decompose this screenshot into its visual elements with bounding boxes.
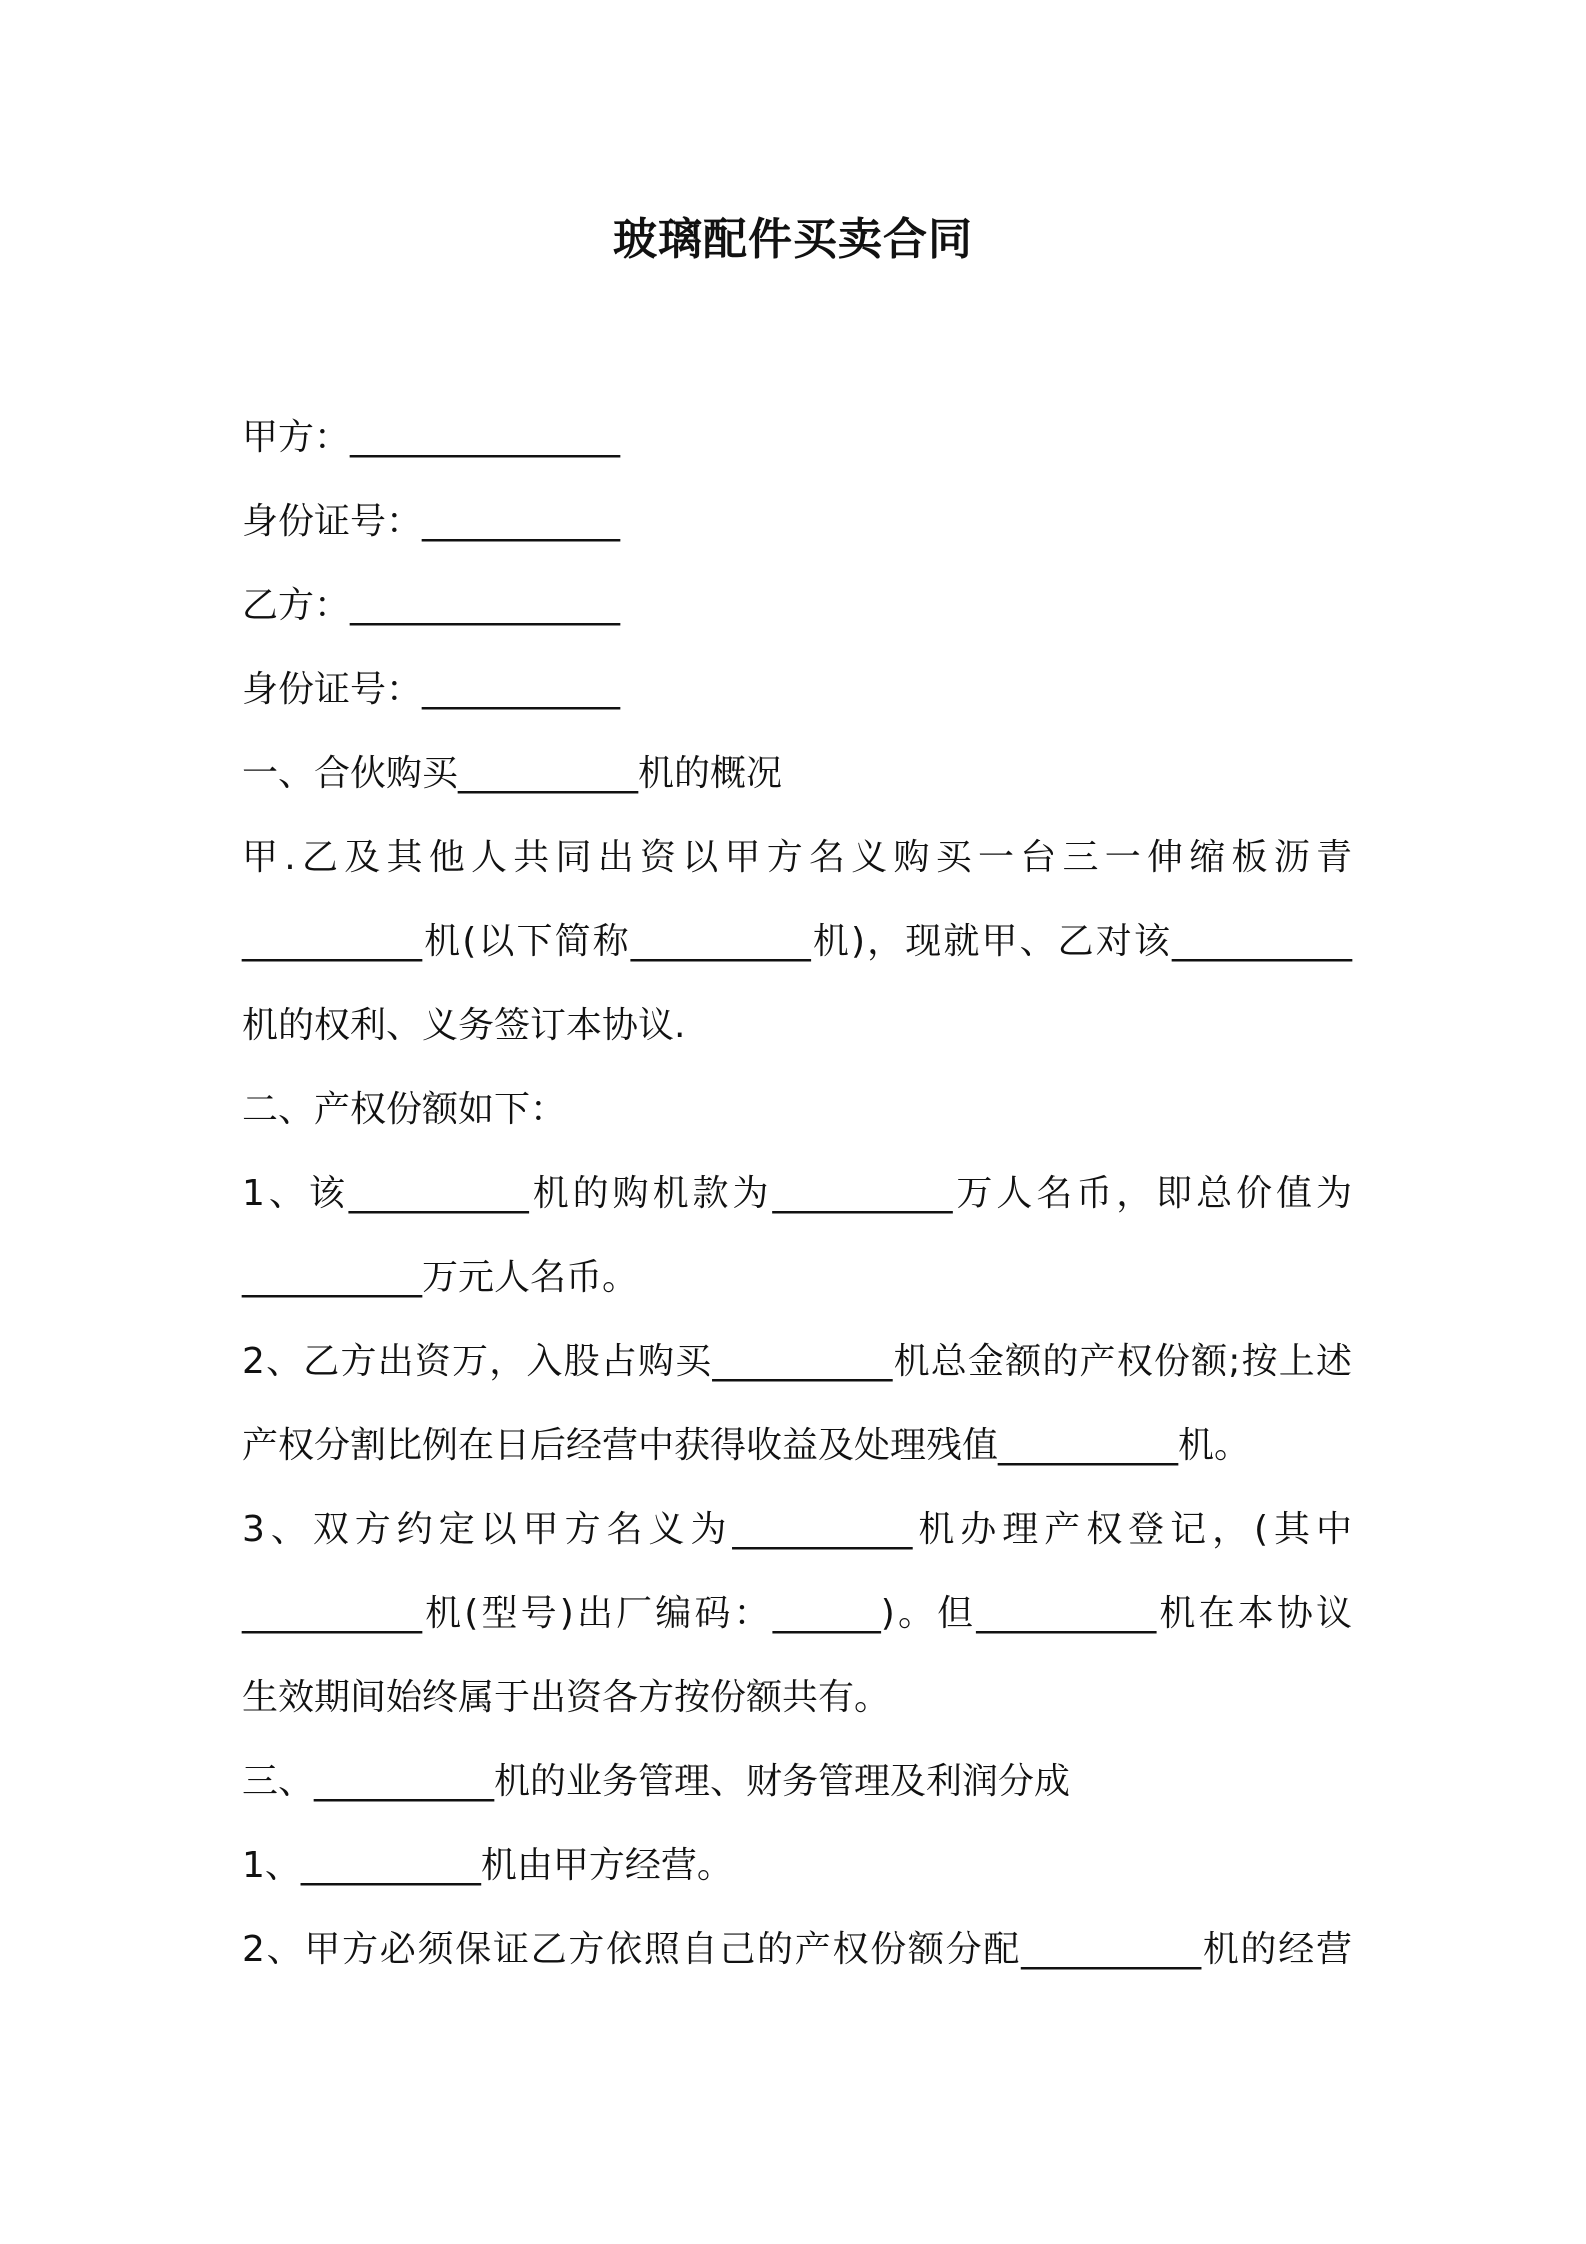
clause-line: 2、乙方出资万，入股占购买__________机总金额的产权份额;按上述 xyxy=(242,1341,1352,1382)
paragraph-line: 甲.乙及其他人共同出资以甲方名义购买一台三一伸缩板沥青 xyxy=(242,837,1352,878)
clause-line: 3、双方约定以甲方名义为__________机办理产权登记，(其中 xyxy=(242,1509,1352,1550)
section-3-heading: 三、__________机的业务管理、财务管理及利润分成 xyxy=(242,1761,1071,1802)
clause-line: 生效期间始终属于出资各方按份额共有。 xyxy=(242,1677,891,1718)
section-2-heading: 二、产权份额如下： xyxy=(242,1089,567,1130)
clause-line: 1、__________机由甲方经营。 xyxy=(242,1845,733,1886)
paragraph-line: 机的权利、义务签订本协议. xyxy=(242,1005,686,1046)
section-1-heading: 一、合伙购买__________机的概况 xyxy=(242,753,783,794)
clause-line: 2、甲方必须保证乙方依照自己的产权份额分配__________机的经营 xyxy=(242,1929,1352,1970)
paragraph-line: __________机(以下简称__________机)，现就甲、乙对该__________ xyxy=(242,921,1352,962)
party-a-id-line: 身份证号：___________ xyxy=(242,501,621,542)
clause-line: __________机(型号)出厂编码：______)。但__________机在本协议 xyxy=(242,1593,1352,1634)
clause-line: __________万元人名币。 xyxy=(242,1257,639,1298)
party-b-line: 乙方：_______________ xyxy=(242,585,621,626)
document-title: 玻璃配件买卖合同 xyxy=(613,214,973,265)
party-a-line: 甲方：_______________ xyxy=(242,417,621,458)
clause-line: 1、该__________机的购机款为__________万人名币，即总价值为 xyxy=(242,1173,1352,1214)
clause-line: 产权分割比例在日后经营中获得收益及处理残值__________机。 xyxy=(242,1425,1251,1466)
party-b-id-line: 身份证号：___________ xyxy=(242,669,621,710)
